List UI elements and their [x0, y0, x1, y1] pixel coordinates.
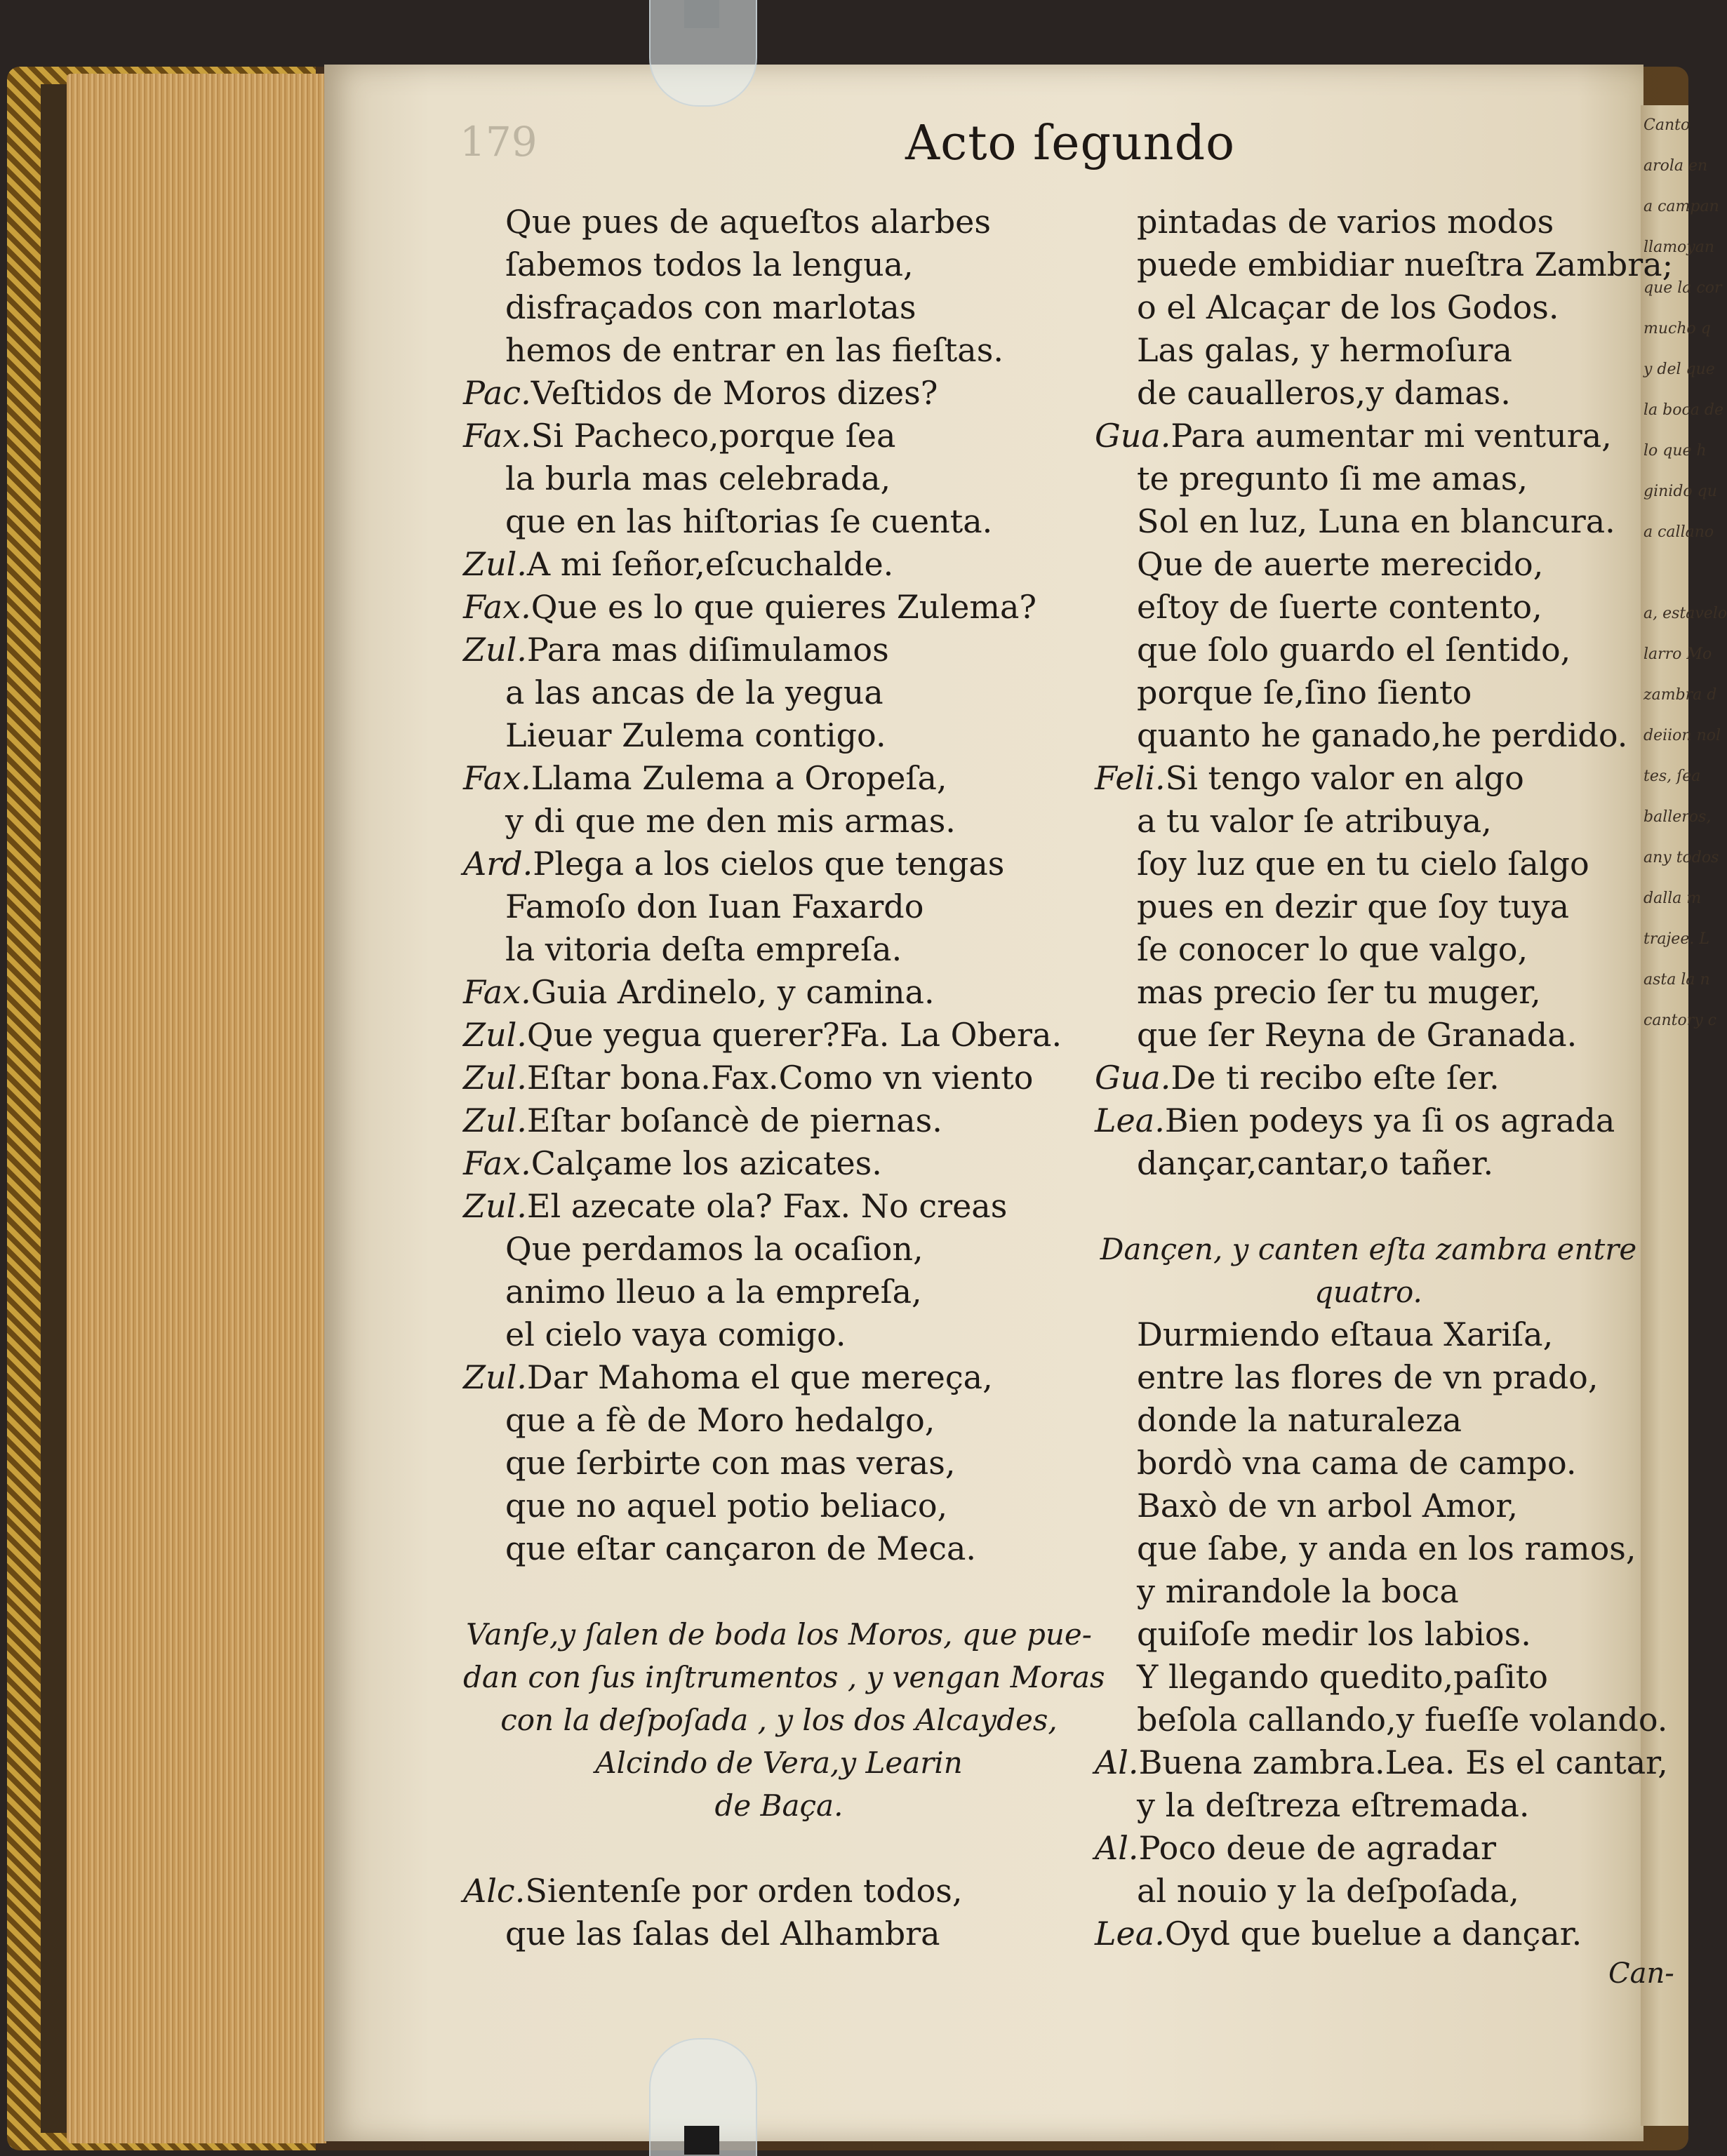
verse-line	[463, 1228, 1095, 1271]
verse-line	[1095, 885, 1642, 928]
verse-text: Las galas, y hermoſura	[1137, 331, 1512, 369]
speaker-label: Al.	[1095, 1743, 1139, 1781]
next-page-fragment: llamoyan	[1643, 239, 1715, 256]
verse-text: puede embidiar nueſtra Zambra;	[1137, 246, 1674, 283]
verse-line	[463, 1271, 1095, 1313]
verse-text: quanto he ganado,he perdido.	[1137, 716, 1628, 754]
verse-text: entre las flores de vn prado,	[1137, 1358, 1599, 1396]
verse-line	[1095, 1613, 1642, 1656]
speaker-label: Fax.	[463, 1144, 531, 1182]
verse-text: Oyd que buelue a dançar.	[1164, 1915, 1582, 1953]
speaker-label: Fax.	[463, 759, 531, 797]
speaker-label: Feli.	[1095, 759, 1166, 797]
next-page-fragment: asta la n	[1643, 971, 1710, 989]
verse-text: ſe conocer lo que valgo,	[1137, 930, 1528, 968]
verse-line	[463, 971, 1095, 1014]
speaker-label: Zul.	[463, 1358, 527, 1396]
verse-text: de caualleros,y damas.	[1137, 374, 1511, 412]
speaker-label: Lea.	[1095, 1915, 1165, 1953]
verse-line	[463, 1870, 1095, 1913]
verse-text: disfraçados con marlotas	[505, 288, 916, 326]
verse-line	[1095, 329, 1642, 372]
verse-line	[463, 1485, 1095, 1527]
verse-text: De ti recibo eſte ſer.	[1171, 1059, 1500, 1097]
verse-line	[463, 372, 1095, 415]
verse-line	[463, 457, 1095, 500]
speaker-label: Zul.	[463, 1016, 527, 1054]
verse-line	[1095, 843, 1642, 885]
verse-text: quiſoſe medir los labios.	[1137, 1615, 1531, 1653]
verse-text: y mirandole la boca	[1137, 1572, 1459, 1610]
verse-text: ſoy luz que en tu cielo ſalgo	[1137, 845, 1589, 883]
next-page-fragment: tes, ſea	[1643, 768, 1701, 785]
next-page-fragment: la boca de	[1643, 401, 1724, 419]
verse-text: que no aquel potio beliaco,	[505, 1487, 948, 1525]
verse-line	[1095, 1313, 1642, 1356]
verse-text: que ſer Reyna de Granada.	[1137, 1016, 1578, 1054]
verse-line	[463, 1442, 1095, 1485]
verse-line	[463, 671, 1095, 714]
next-page-fragment: lo que h	[1643, 442, 1707, 460]
verse-line	[1095, 1784, 1642, 1827]
verse-line	[1095, 629, 1642, 671]
next-page-edge	[1641, 105, 1727, 2126]
running-head: Acto ſegundo	[905, 116, 1236, 171]
verse-line	[463, 800, 1095, 843]
speaker-label: Alc.	[463, 1872, 526, 1910]
page-clip-top	[649, 0, 757, 107]
verse-text: que en las hiſtorias ſe cuenta.	[505, 502, 993, 540]
verse-line	[1095, 757, 1642, 800]
verse-line	[1095, 1699, 1668, 1741]
speaker-label: Zul.	[463, 545, 527, 583]
verse-line	[1095, 1142, 1642, 1185]
verse-line	[1095, 586, 1642, 629]
verse-text: Lieuar Zulema contigo.	[505, 716, 886, 754]
verse-text: animo lleuo a la empreſa,	[505, 1273, 922, 1311]
speaker-label: Zul.	[463, 1187, 527, 1225]
speaker-label: Zul.	[463, 1102, 527, 1139]
next-page-fragment: Canto	[1643, 116, 1691, 134]
verse-text: beſola callando,y fueſſe volando.	[1137, 1701, 1668, 1739]
verse-line	[1095, 971, 1642, 1014]
verse-text: Sol en luz, Luna en blancura.	[1137, 502, 1615, 540]
speaker-label: Zul.	[463, 631, 527, 669]
verse-text: a tu valor ſe atribuya,	[1137, 802, 1492, 840]
stage-direction: Vanſe,y ſalen de boda los Moros, que pue-	[466, 1617, 1092, 1652]
verse-line	[1095, 1570, 1642, 1613]
verse-text: que ſolo guardo el ſentido,	[1137, 631, 1571, 669]
verse-text: donde la naturaleza	[1137, 1401, 1462, 1439]
next-page-fragment: cantory c	[1643, 1012, 1716, 1029]
verse-line	[463, 543, 1095, 586]
verse-line	[1095, 286, 1642, 329]
verse-text: o el Alcaçar de los Godos.	[1137, 288, 1559, 326]
page-edges	[67, 74, 326, 2143]
verse-line	[463, 1142, 1095, 1185]
verse-text: que ſerbirte con mas veras,	[505, 1444, 956, 1482]
stage-direction: dan con ſus inſtrumentos , y vengan Moras	[463, 1660, 1105, 1694]
verse-line	[463, 1057, 1095, 1099]
verse-text: dançar,cantar,o tañer.	[1137, 1144, 1494, 1182]
verse-line	[463, 586, 1095, 629]
verse-line	[1095, 1870, 1642, 1913]
verse-text: Buena zambra.Lea. Es el cantar,	[1138, 1743, 1668, 1781]
verse-line	[463, 500, 1095, 543]
verse-text: Guia Ardinelo, y camina.	[531, 973, 935, 1011]
verse-text: ſabemos todos la lengua,	[505, 246, 914, 283]
verse-line	[1095, 457, 1642, 500]
verse-text: que a fè de Moro hedalgo,	[505, 1401, 935, 1439]
page-number: 179	[460, 118, 538, 166]
next-page-fragment: zambra d	[1643, 686, 1717, 704]
verse-text: el cielo vaya comigo.	[505, 1315, 846, 1353]
verse-text: El azecate ola? Fax. No creas	[526, 1187, 1008, 1225]
stage-direction: Alcindo de Vera,y Learin	[595, 1746, 963, 1780]
left-column	[463, 201, 1105, 1955]
verse-line	[1095, 1656, 1642, 1699]
verse-text: Calçame los azicates.	[531, 1144, 882, 1182]
verse-text: la vitoria deſta empreſa.	[505, 930, 902, 968]
verse-line	[463, 201, 1095, 243]
verse-line	[463, 885, 1095, 928]
verse-text: Bien podeys ya ſi os agrada	[1164, 1102, 1615, 1139]
verse-text: Baxò de vn arbol Amor,	[1137, 1487, 1518, 1525]
stage-direction: Dançen, y canten eſta zambra entre	[1100, 1232, 1637, 1266]
verse-line	[463, 629, 1095, 671]
verse-line	[463, 843, 1095, 885]
speaker-label: Gua.	[1095, 417, 1171, 455]
verse-line	[463, 757, 1095, 800]
next-page-fragment: any todos	[1643, 849, 1719, 866]
verse-text: porque ſe,ſino ſiento	[1137, 674, 1472, 711]
verse-line	[463, 1099, 1095, 1142]
verse-text: te pregunto ſi me amas,	[1137, 460, 1528, 497]
next-page-fragment: ginido qu	[1643, 483, 1717, 500]
verse-line	[1095, 1356, 1642, 1399]
next-page-fragment: a, estavelo	[1643, 605, 1727, 622]
verse-line	[1095, 671, 1642, 714]
verse-text: Famoſo don Iuan Faxardo	[505, 888, 924, 925]
next-page-fragment: y del que	[1643, 361, 1715, 378]
verse-line	[463, 714, 1095, 757]
verse-line	[1095, 1057, 1642, 1099]
verse-line	[463, 1356, 1095, 1399]
speaker-label: Zul.	[463, 1059, 527, 1097]
verse-line	[1095, 415, 1642, 457]
verse-text: al nouio y la deſpoſada,	[1137, 1872, 1519, 1910]
verse-text: Plega a los cielos que tengas	[533, 845, 1005, 883]
speaker-label: Pac.	[463, 374, 531, 412]
verse-line	[463, 415, 1095, 457]
next-page-fragment: que la cor	[1643, 279, 1722, 297]
verse-line	[1095, 714, 1642, 757]
verse-line	[1095, 1527, 1642, 1570]
next-page-fragment: a callano	[1643, 523, 1714, 541]
verse-text: Veſtidos de Moros dizes?	[531, 374, 938, 412]
verse-text: Llama Zulema a Oropeſa,	[531, 759, 947, 797]
verse-text: Eſtar bona.Fax.Como vn viento	[526, 1059, 1034, 1097]
verse-line	[463, 1913, 1095, 1955]
verse-text: Sientenſe por orden todos,	[525, 1872, 963, 1910]
verse-text: hemos de entrar en las fieſtas.	[505, 331, 1003, 369]
verse-line	[463, 1185, 1095, 1228]
verse-text: eſtoy de ſuerte contento,	[1137, 588, 1542, 626]
verse-line	[463, 1399, 1095, 1442]
speaker-label: Ard.	[463, 845, 533, 883]
verse-line	[463, 1313, 1095, 1356]
verse-text: A mi ſeñor,eſcuchalde.	[526, 545, 894, 583]
verse-line	[463, 928, 1095, 971]
next-page-fragment: mucho q	[1643, 320, 1711, 337]
verse-text: Si tengo valor en algo	[1165, 759, 1524, 797]
next-page-fragment: larro Mo	[1643, 645, 1712, 663]
verse-text: Que es lo que quieres Zulema?	[531, 588, 1037, 626]
verse-text: Para mas diſimulamos	[526, 631, 889, 669]
verse-text: y la deſtreza eſtremada.	[1137, 1786, 1530, 1824]
verse-text: pintadas de varios modos	[1137, 203, 1554, 241]
next-page-fragment: a campan	[1643, 198, 1719, 215]
stage-direction: quatro.	[1314, 1275, 1422, 1309]
verse-text: que ſabe, y anda en los ramos,	[1137, 1529, 1636, 1567]
verse-line	[1095, 500, 1642, 543]
verse-line	[463, 329, 1095, 372]
verse-text: Para aumentar mi ventura,	[1171, 417, 1612, 455]
clip-band-bottom	[684, 2126, 719, 2155]
verse-line	[1095, 1442, 1642, 1485]
verse-line	[1095, 1099, 1642, 1142]
verse-line	[1095, 928, 1642, 971]
speaker-label: Lea.	[1095, 1102, 1165, 1139]
blank-line	[463, 1570, 1095, 1613]
verse-line	[1095, 543, 1642, 586]
next-page-fragment: balleros,	[1643, 808, 1712, 826]
verse-text: Si Pacheco,porque ſea	[531, 417, 896, 455]
verse-line	[1095, 243, 1674, 286]
verse-line	[463, 1014, 1095, 1057]
verse-line	[1095, 1485, 1642, 1527]
verse-text: Y llegando quedito,paſito	[1137, 1658, 1548, 1696]
next-page-fragment: trajee. L	[1643, 930, 1709, 948]
speaker-label: Fax.	[463, 973, 531, 1011]
verse-line	[1095, 372, 1642, 415]
catchword: Can-	[1608, 1957, 1674, 1990]
verse-line	[463, 243, 1095, 286]
verse-text: Que perdamos la ocaſion,	[505, 1230, 923, 1268]
verse-line	[1095, 1913, 1642, 1955]
verse-text: Durmiendo eſtaua Xariſa,	[1137, 1315, 1554, 1353]
speaker-label: Gua.	[1095, 1059, 1171, 1097]
next-page-fragment: deiion nol	[1643, 727, 1721, 744]
verse-text: que eſtar cançaron de Meca.	[505, 1529, 977, 1567]
stage-direction: con la deſpoſada , y los dos Alcaydes,	[500, 1703, 1058, 1737]
verse-text: pues en dezir que ſoy tuya	[1137, 888, 1569, 925]
verse-text: la burla mas celebrada,	[505, 460, 891, 497]
verse-line	[1095, 1399, 1642, 1442]
next-page-fragment: dalla m	[1643, 890, 1702, 907]
verse-line	[1095, 1827, 1642, 1870]
verse-line	[1095, 1014, 1642, 1057]
verse-text: bordò vna cama de campo.	[1137, 1444, 1577, 1482]
verse-text: Que de auerte merecido,	[1137, 545, 1544, 583]
verse-line	[463, 286, 1095, 329]
verse-text: Que pues de aqueſtos alarbes	[505, 203, 991, 241]
next-page-fragment	[1641, 553, 1688, 594]
verse-text: a las ancas de la yegua	[505, 674, 883, 711]
verse-line	[1095, 201, 1642, 243]
verse-text: mas precio ſer tu muger,	[1137, 973, 1541, 1011]
verse-text: Que yegua querer?Fa. La Obera.	[526, 1016, 1062, 1054]
verse-text: Eſtar boſancè de piernas.	[526, 1102, 942, 1139]
verse-line	[1095, 800, 1642, 843]
next-page-fragment: arola en	[1643, 157, 1708, 175]
verse-text: que las ſalas del Alhambra	[505, 1915, 940, 1953]
verse-text: Poco deue de agradar	[1138, 1829, 1496, 1867]
verse-text: Dar Mahoma el que mereça,	[526, 1358, 993, 1396]
blank-line	[463, 1827, 1095, 1870]
verse-text: y di que me den mis armas.	[505, 802, 956, 840]
speaker-label: Fax.	[463, 588, 531, 626]
blank-line	[1095, 1185, 1642, 1228]
speaker-label: Al.	[1095, 1829, 1139, 1867]
stage-direction: de Baça.	[714, 1788, 844, 1823]
verse-line	[463, 1527, 1095, 1570]
verse-line	[1095, 1741, 1668, 1784]
speaker-label: Fax.	[463, 417, 531, 455]
